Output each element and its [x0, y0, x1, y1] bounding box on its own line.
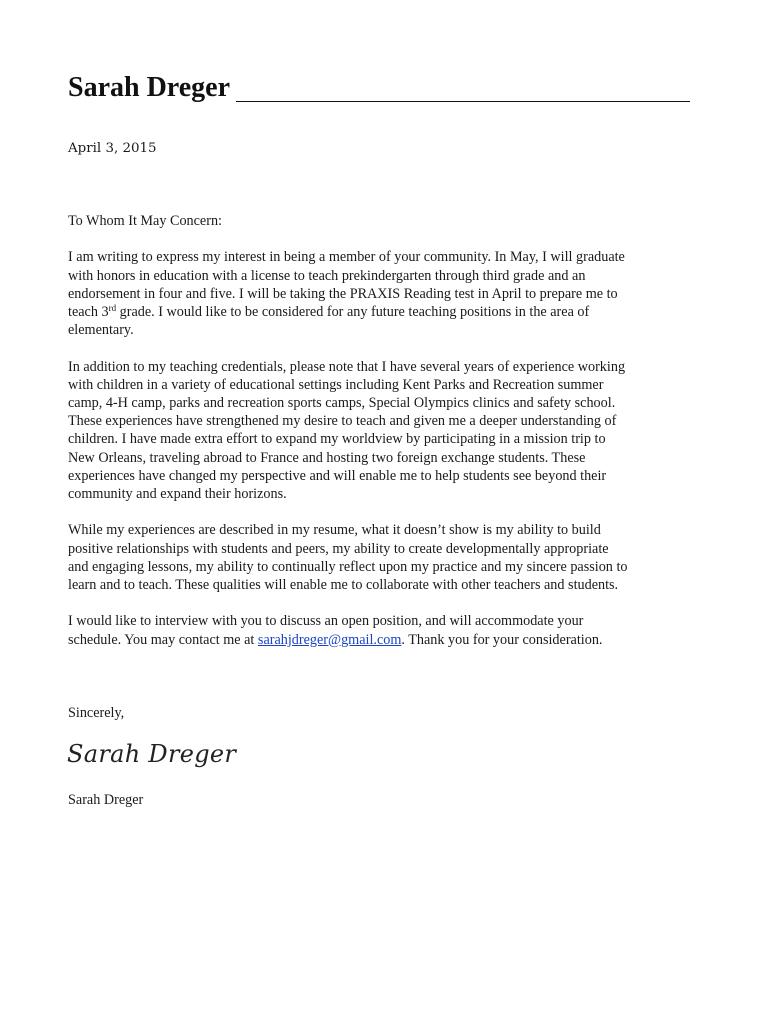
paragraph-line: While my experiences are described in my resume, what it doesn’t show is my ability to build: [68, 522, 601, 539]
paragraph-line: New Orleans, traveling abroad to France and hosting two foreign exchange students. These: [68, 449, 586, 466]
text-run: grade. I would like to be considered for any future teaching positions in the area of: [116, 304, 590, 320]
paragraph-line: and engaging lessons, my ability to continually reflect upon my practice and my sincere passion to: [68, 558, 628, 575]
paragraph-line: positive relationships with students and peers, my ability to create developmentally appropriate: [68, 540, 609, 557]
paragraph-line: with honors in education with a license to teach prekindergarten through third grade and an: [68, 267, 586, 284]
ordinal-suffix: rd: [108, 303, 117, 313]
paragraph-line: These experiences have strengthened my desire to teach and given me a deeper understanding of: [68, 413, 617, 430]
paragraph-line: I am writing to express my interest in being a member of your community. In May, I will graduate: [68, 249, 625, 266]
paragraph-line: elementary.: [68, 322, 134, 339]
salutation-line: To Whom It May Concern:: [68, 213, 222, 229]
letter-body: [68, 212, 708, 667]
paragraph-3: [68, 521, 708, 594]
paragraph-line: camp, 4-H camp, parks and recreation sports camps, Special Olympics clinics and safety school.: [68, 395, 616, 411]
paragraph-line: learn and to teach. These qualities will enable me to collaborate with other teachers and students.: [68, 577, 619, 594]
letterhead: [68, 70, 698, 106]
text-run: teach 3: [68, 304, 109, 320]
text-run: . Thank you for your consideration.: [401, 631, 603, 648]
paragraph-line: [68, 303, 708, 321]
paragraph-line: community and expand their horizons.: [68, 486, 287, 503]
paragraph-2: [68, 358, 708, 504]
paragraph-4: [68, 612, 708, 648]
salutation: [68, 212, 708, 230]
paragraph-1: [68, 248, 708, 339]
paragraph-line: In addition to my teaching credentials, please note that I have several years of experience working: [68, 358, 626, 375]
letterhead-name: Sarah Dreger: [68, 72, 230, 103]
paragraph-line: children. I have made extra effort to expand my worldview by participating in a mission trip to: [68, 431, 606, 448]
paragraph-line: with children in a variety of educational settings including Kent Parks and Recreation summer: [68, 376, 604, 393]
text-run: schedule. You may contact me at: [68, 631, 258, 648]
paragraph-line: experiences have changed my perspective and will enable me to help students see beyond their: [68, 467, 607, 484]
paragraph-line: endorsement in four and five. I will be taking the PRAXIS Reading test in April to prepare me to: [68, 285, 618, 302]
paragraph-line: [68, 631, 708, 649]
handwritten-signature: Sarah Dreger: [67, 740, 237, 768]
printed-name: Sarah Dreger: [68, 792, 144, 808]
letter-date: April 3, 2015: [68, 141, 157, 156]
letterhead-rule: [236, 101, 690, 102]
paragraph-line: I would like to interview with you to discuss an open position, and will accommodate your: [68, 613, 584, 630]
closing: Sincerely,: [68, 705, 125, 721]
email-link[interactable]: sarahjdreger@gmail.com: [257, 631, 402, 648]
